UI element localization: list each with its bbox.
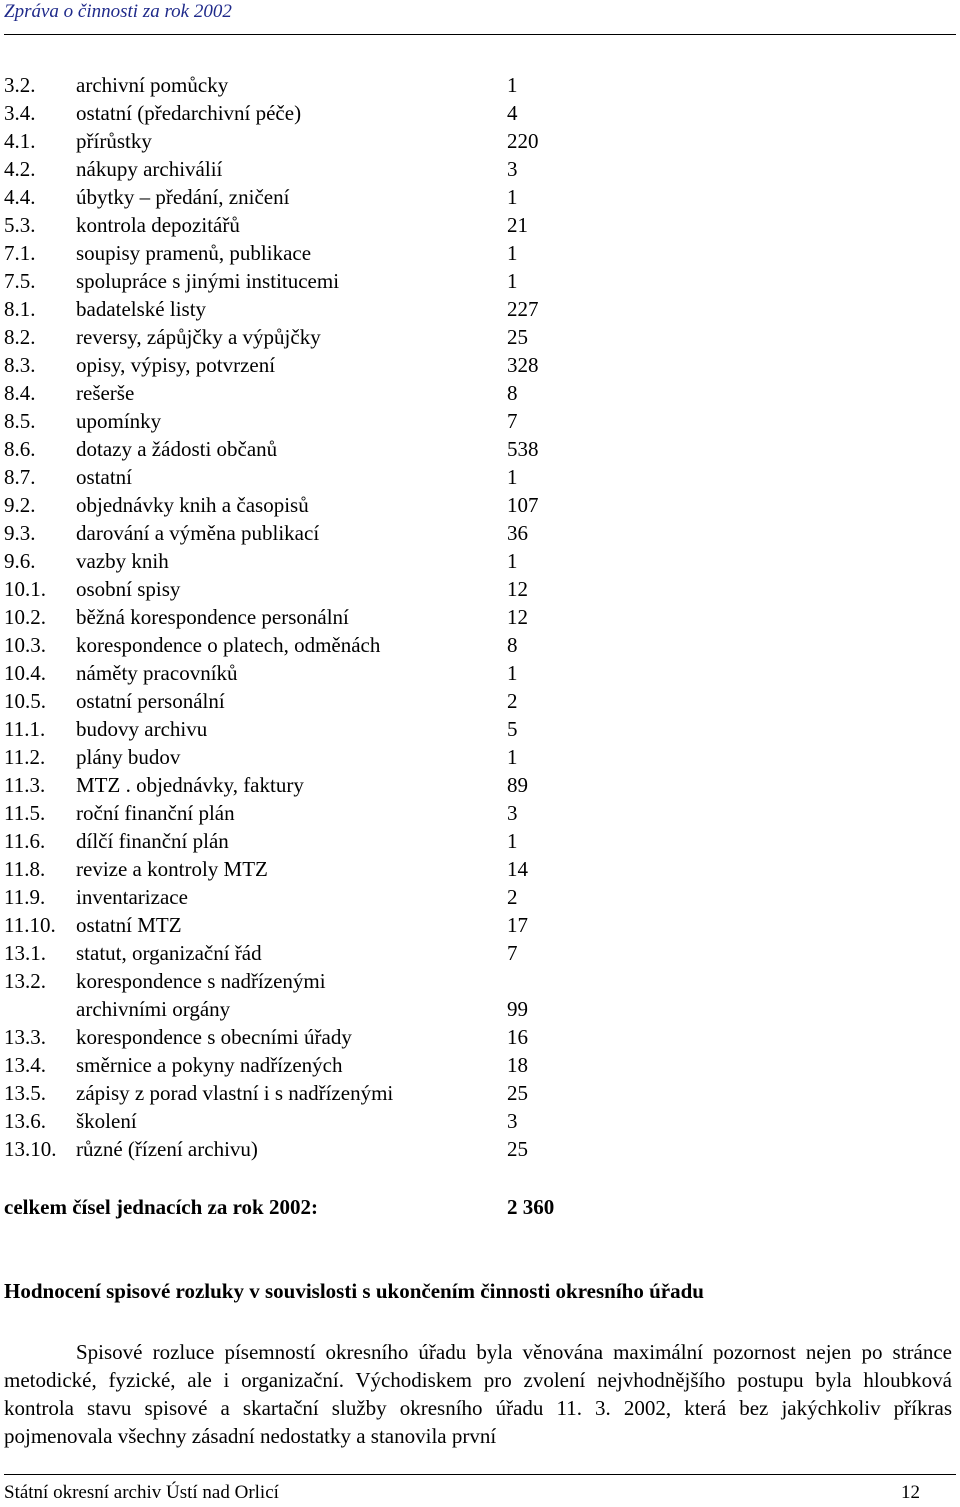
item-number: 9.6.: [4, 549, 36, 573]
item-count: 99: [507, 997, 528, 1021]
item-count: 14: [507, 857, 528, 881]
item-label: [76, 715, 207, 743]
page-footer: [4, 1474, 956, 1507]
item-label: [76, 351, 275, 379]
list-item: [4, 743, 704, 771]
item-label-line: nákupy archiválií: [76, 157, 223, 181]
item-number: 8.1.: [4, 297, 36, 321]
list-item: [4, 631, 704, 659]
item-count: 12: [507, 577, 528, 601]
item-count: 8: [507, 381, 518, 405]
item-count: 1: [507, 661, 518, 685]
item-label-line: budovy archivu: [76, 717, 208, 741]
item-count: 2: [507, 689, 518, 713]
list-item: [4, 323, 704, 351]
item-label: [76, 827, 229, 855]
item-number: 8.3.: [4, 353, 36, 377]
item-label: [76, 1079, 393, 1107]
item-label-line: dotazy a žádosti občanů: [76, 437, 278, 461]
item-label-line: inventarizace: [76, 885, 188, 909]
item-label-line: zápisy z porad vlastní i s nadřízenými: [76, 1081, 394, 1105]
item-number: 11.3.: [4, 773, 46, 797]
item-count: 12: [507, 605, 528, 629]
item-label-line: náměty pracovníků: [76, 661, 238, 685]
list-item: [4, 127, 704, 155]
item-label-line: ostatní MTZ: [76, 913, 182, 937]
list-item: [4, 463, 704, 491]
item-label-line: osobní spisy: [76, 577, 181, 601]
item-count: 227: [507, 297, 539, 321]
item-count: 25: [507, 1081, 528, 1105]
item-number: 9.2.: [4, 493, 36, 517]
item-label: [76, 687, 225, 715]
item-label: [76, 575, 180, 603]
item-label-line: směrnice a pokyny nadřízených: [76, 1053, 343, 1077]
item-label: [76, 379, 134, 407]
item-number: 11.6.: [4, 829, 46, 853]
page-header: [4, 0, 956, 35]
list-item: [4, 687, 704, 715]
item-label-line: objednávky knih a časopisů: [76, 493, 309, 517]
item-count: 1: [507, 269, 518, 293]
item-count: 4: [507, 101, 518, 125]
item-label: [76, 1107, 137, 1135]
list-item: [4, 883, 704, 911]
list-item: [4, 1051, 704, 1079]
section-heading: Hodnocení spisové rozluky v souvislosti s ukončením činnosti okresního úřadu: [4, 1279, 704, 1303]
item-number: 8.4.: [4, 381, 36, 405]
item-label-line: MTZ . objednávky, faktury: [76, 773, 304, 797]
item-number: 13.6.: [4, 1109, 46, 1133]
list-item: [4, 1107, 704, 1135]
page-number: 12: [901, 1482, 920, 1503]
item-label-line: korespondence s obecními úřady: [76, 1025, 352, 1049]
item-label: [76, 323, 321, 351]
item-count: 3: [507, 801, 518, 825]
list-item: [4, 183, 704, 211]
item-count: 1: [507, 829, 518, 853]
item-label: [76, 967, 326, 1023]
item-label: [76, 883, 188, 911]
list-item: [4, 1023, 704, 1051]
item-label-line: soupisy pramenů, publikace: [76, 241, 312, 265]
total-row: [4, 1193, 704, 1221]
item-number: 10.3.: [4, 633, 46, 657]
item-label-line: opisy, výpisy, potvrzení: [76, 353, 276, 377]
item-label: [76, 603, 349, 631]
item-label-line: rešerše: [76, 381, 135, 405]
item-number: 10.2.: [4, 605, 46, 629]
list-item: [4, 379, 704, 407]
item-count: 7: [507, 941, 518, 965]
total-label: celkem čísel jednacích za rok 2002:: [4, 1195, 318, 1219]
list-item: [4, 855, 704, 883]
item-number: 7.1.: [4, 241, 36, 265]
item-count: 220: [507, 129, 539, 153]
total-value: 2 360: [507, 1195, 555, 1219]
list-item: [4, 911, 704, 939]
item-label: [76, 183, 289, 211]
item-count: 1: [507, 185, 518, 209]
item-label-line: badatelské listy: [76, 297, 207, 321]
item-label-line: kontrola depozitářů: [76, 213, 240, 237]
item-number: 5.3.: [4, 213, 36, 237]
item-count: 328: [507, 353, 539, 377]
item-number: 3.2.: [4, 73, 36, 97]
item-label: [76, 239, 311, 267]
item-label-line: revize a kontroly MTZ: [76, 857, 268, 881]
list-item: [4, 99, 704, 127]
item-label-line: školení: [76, 1109, 137, 1133]
item-number: 11.2.: [4, 745, 46, 769]
item-label-line: plány budov: [76, 745, 181, 769]
list-item: [4, 715, 704, 743]
item-label-line: ostatní personální: [76, 689, 225, 713]
item-count: 18: [507, 1053, 528, 1077]
item-label: [76, 463, 132, 491]
item-label-line: statut, organizační řád: [76, 941, 262, 965]
item-label-line: různé (řízení archivu): [76, 1137, 258, 1161]
item-number: 11.5.: [4, 801, 46, 825]
item-label: [76, 211, 240, 239]
item-label-line: roční finanční plán: [76, 801, 235, 825]
item-count: 1: [507, 465, 518, 489]
item-count: 2: [507, 885, 518, 909]
item-count: 5: [507, 717, 518, 741]
item-label: [76, 435, 277, 463]
item-number: 8.5.: [4, 409, 36, 433]
item-number: 13.10.: [4, 1137, 57, 1161]
item-count: 1: [507, 241, 518, 265]
list-item: [4, 827, 704, 855]
item-count: 3: [507, 157, 518, 181]
item-label: [76, 1135, 258, 1163]
item-count: 36: [507, 521, 528, 545]
item-count: 7: [507, 409, 518, 433]
item-number: 11.1.: [4, 717, 46, 741]
item-label-line: přírůstky: [76, 129, 152, 153]
list-item: [4, 547, 704, 575]
item-number: 10.5.: [4, 689, 46, 713]
list-item: [4, 771, 704, 799]
item-label: [76, 659, 238, 687]
body-paragraph: Spisové rozluce písemností okresního úřadu byla věnována maximální pozornost nejen po stránce metodické, fyzické, ale i organizační. Východiskem pro zvolení nejvhodnějšího postupu byla hloubková kontrola stavu spisové a skartační služby okresního úřadu 11. 3. 2002, která bez jakýchkoliv příkras pojmenovala všechny zásadní nedostatky a stanovila první: [4, 1340, 952, 1448]
item-number: 13.3.: [4, 1025, 46, 1049]
list-item: [4, 71, 704, 99]
item-number: 11.8.: [4, 857, 46, 881]
item-number: 10.4.: [4, 661, 46, 685]
item-label: [76, 407, 161, 435]
list-item: [4, 491, 704, 519]
item-label: [76, 155, 222, 183]
item-label-line: korespondence s nadřízenými: [76, 969, 326, 993]
list-item: [4, 1135, 704, 1163]
item-number: 7.5.: [4, 269, 36, 293]
list-item: [4, 939, 704, 967]
list-item: [4, 575, 704, 603]
item-count: 3: [507, 1109, 518, 1133]
item-label-line: ostatní: [76, 465, 132, 489]
item-count: 16: [507, 1025, 528, 1049]
item-count: 21: [507, 213, 528, 237]
item-label: [76, 631, 380, 659]
list-item: [4, 407, 704, 435]
list-item: [4, 239, 704, 267]
item-label: [76, 99, 301, 127]
item-number: 13.4.: [4, 1053, 46, 1077]
list-item: [4, 799, 704, 827]
item-label-line: běžná korespondence personální: [76, 605, 349, 629]
list-item: [4, 267, 704, 295]
item-number: 4.2.: [4, 157, 36, 181]
item-number: 13.1.: [4, 941, 46, 965]
item-label: [76, 939, 262, 967]
item-label-line: ostatní (předarchivní péče): [76, 101, 302, 125]
item-label: [76, 743, 180, 771]
item-label-line: vazby knih: [76, 549, 169, 573]
item-count: 107: [507, 493, 539, 517]
item-label: [76, 267, 339, 295]
item-number: 4.4.: [4, 185, 36, 209]
list-item: [4, 155, 704, 183]
item-label: [76, 127, 152, 155]
item-label: [76, 1023, 352, 1051]
item-number: 11.9.: [4, 885, 46, 909]
item-label-line: spolupráce s jinými institucemi: [76, 269, 340, 293]
item-label-line: úbytky – předání, zničení: [76, 185, 290, 209]
list-item: [4, 295, 704, 323]
list-item: [4, 967, 704, 1023]
item-label: [76, 71, 228, 99]
item-count: 25: [507, 1137, 528, 1161]
item-label: [76, 547, 169, 575]
item-count: 17: [507, 913, 528, 937]
item-label-line: dílčí finanční plán: [76, 829, 229, 853]
item-number: 13.5.: [4, 1081, 46, 1105]
item-count: 89: [507, 773, 528, 797]
header-title: Zpráva o činnosti za rok 2002: [4, 1, 232, 22]
footer-archive-name: Státní okresní archiv Ústí nad Orlicí: [4, 1482, 279, 1503]
item-label: [76, 855, 268, 883]
item-number: 8.7.: [4, 465, 36, 489]
item-number: 4.1.: [4, 129, 36, 153]
item-label-line: reversy, zápůjčky a výpůjčky: [76, 325, 321, 349]
item-label-line: archivními orgány: [76, 997, 231, 1021]
item-label: [76, 519, 319, 547]
item-count: 1: [507, 549, 518, 573]
item-number: 11.10.: [4, 913, 56, 937]
list-item: [4, 659, 704, 687]
item-count: 538: [507, 437, 539, 461]
list-item: [4, 603, 704, 631]
list-item: [4, 351, 704, 379]
item-number: 10.1.: [4, 577, 46, 601]
item-number: 9.3.: [4, 521, 36, 545]
list-item: [4, 519, 704, 547]
list-item: [4, 1079, 704, 1107]
records-list: [4, 71, 704, 1163]
item-number: 13.2.: [4, 969, 46, 993]
item-label-line: korespondence o platech, odměnách: [76, 633, 381, 657]
item-count: 25: [507, 325, 528, 349]
item-label: [76, 771, 304, 799]
item-number: 3.4.: [4, 101, 36, 125]
item-label: [76, 911, 182, 939]
item-label-line: upomínky: [76, 409, 162, 433]
item-count: 8: [507, 633, 518, 657]
item-label: [76, 295, 206, 323]
item-label-line: archivní pomůcky: [76, 73, 229, 97]
item-number: 8.2.: [4, 325, 36, 349]
item-count: 1: [507, 73, 518, 97]
item-count: 1: [507, 745, 518, 769]
item-label: [76, 799, 235, 827]
item-number: 8.6.: [4, 437, 36, 461]
item-label: [76, 491, 309, 519]
item-label: [76, 1051, 342, 1079]
list-item: [4, 211, 704, 239]
list-item: [4, 435, 704, 463]
item-label-line: darování a výměna publikací: [76, 521, 320, 545]
